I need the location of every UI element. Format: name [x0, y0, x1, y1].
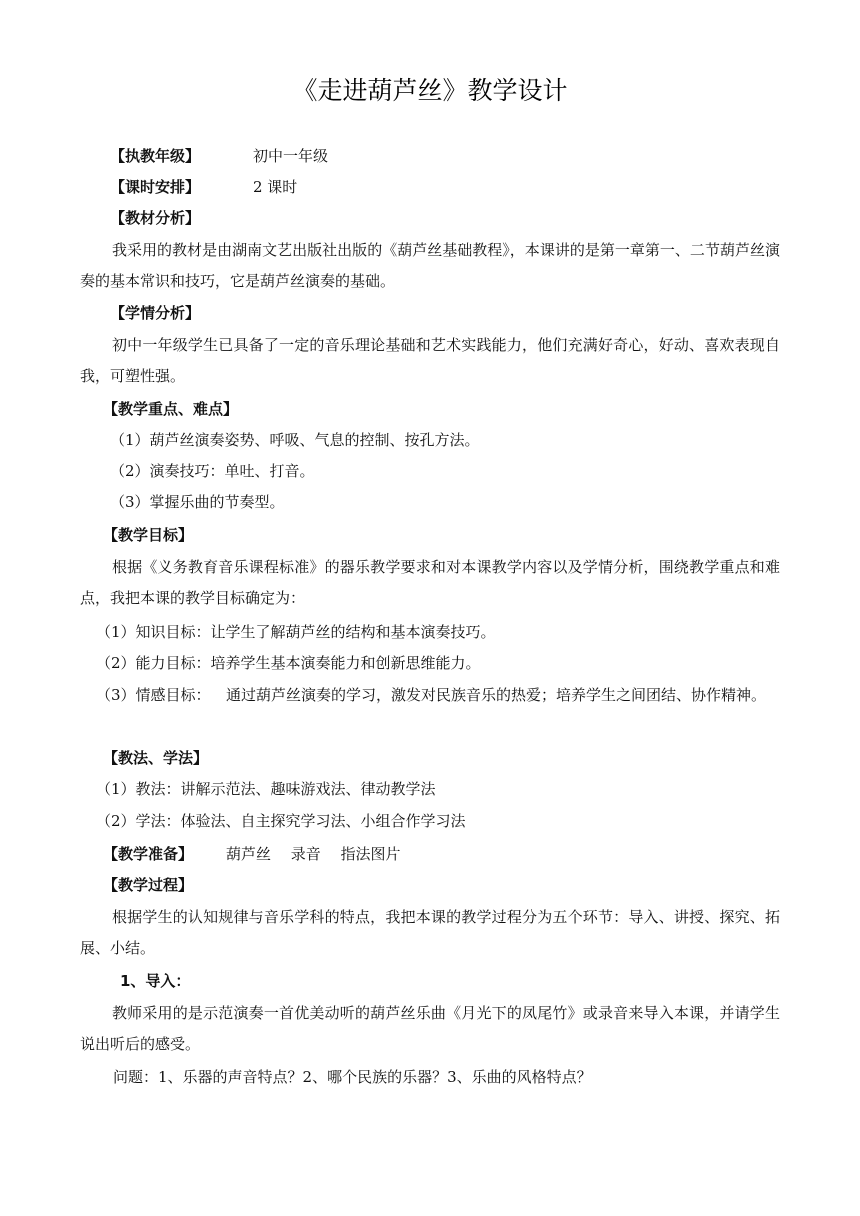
- document-title: 《走进葫芦丝》教学设计: [292, 76, 568, 105]
- step1-question: 问题：1、乐器的声音特点？2、哪个民族的乐器？3、乐曲的风格特点？: [113, 1068, 592, 1086]
- hours-value: 2 课时: [253, 178, 298, 196]
- material-heading: 【教材分析】: [110, 209, 201, 227]
- step1-text: 教师采用的是示范演奏一首优美动听的葫芦丝乐曲《月光下的凤尾竹》或录音来导入本课，并请学生说出听后的感受。: [80, 1004, 780, 1053]
- methods-heading: 【教法、学法】: [103, 749, 209, 767]
- students-heading: 【学情分析】: [110, 304, 201, 322]
- keypoint-item-3: （3）掌握乐曲的节奏型。: [110, 493, 285, 511]
- method-item-2: （2）学法：体验法、自主探究学习法、小组合作学习法: [96, 812, 466, 830]
- method-item-1: （1）教法：讲解示范法、趣味游戏法、律动教学法: [96, 780, 436, 798]
- students-text: 初中一年级学生已具备了一定的音乐理论基础和艺术实践能力，他们充满好奇心，好动、喜欢表现自我，可塑性强。: [80, 336, 780, 385]
- process-heading: 【教学过程】: [103, 876, 194, 894]
- keypoint-item-2: （2）演奏技巧：单吐、打音。: [110, 462, 315, 480]
- goal-item-2: （2）能力目标：培养学生基本演奏能力和创新思维能力。: [96, 654, 481, 672]
- process-intro: 根据学生的认知规律与音乐学科的特点，我把本课的教学过程分为五个环节：导入、讲授、探究、拓展、小结。: [80, 908, 780, 957]
- goal-item-3-text: 通过葫芦丝演奏的学习，激发对民族音乐的热爱；培养学生之间团结、协作精神。: [226, 686, 767, 704]
- prep-value: 葫芦丝 录音 指法图片: [226, 845, 401, 863]
- goal-item-3-label: （3）情感目标：: [96, 686, 211, 704]
- goal-item-1: （1）知识目标：让学生了解葫芦丝的结构和基本演奏技巧。: [96, 623, 496, 641]
- hours-label: 【课时安排】: [110, 178, 201, 196]
- keypoints-heading: 【教学重点、难点】: [103, 400, 239, 418]
- step1-heading: 1、导入：: [120, 972, 191, 990]
- grade-value: 初中一年级: [253, 147, 329, 165]
- grade-label: 【执教年级】: [110, 147, 201, 165]
- goals-intro: 根据《义务教育音乐课程标准》的器乐教学要求和对本课教学内容以及学情分析，围绕教学重点和难点，我把本课的教学目标确定为：: [80, 558, 780, 607]
- prep-label: 【教学准备】: [103, 845, 194, 863]
- material-text: 我采用的教材是由湖南文艺出版社出版的《葫芦丝基础教程》，本课讲的是第一章第一、二节葫芦丝演奏的基本常识和技巧，它是葫芦丝演奏的基础。: [80, 241, 780, 290]
- goals-heading: 【教学目标】: [103, 526, 194, 544]
- keypoint-item-1: （1）葫芦丝演奏姿势、呼吸、气息的控制、按孔方法。: [110, 431, 480, 449]
